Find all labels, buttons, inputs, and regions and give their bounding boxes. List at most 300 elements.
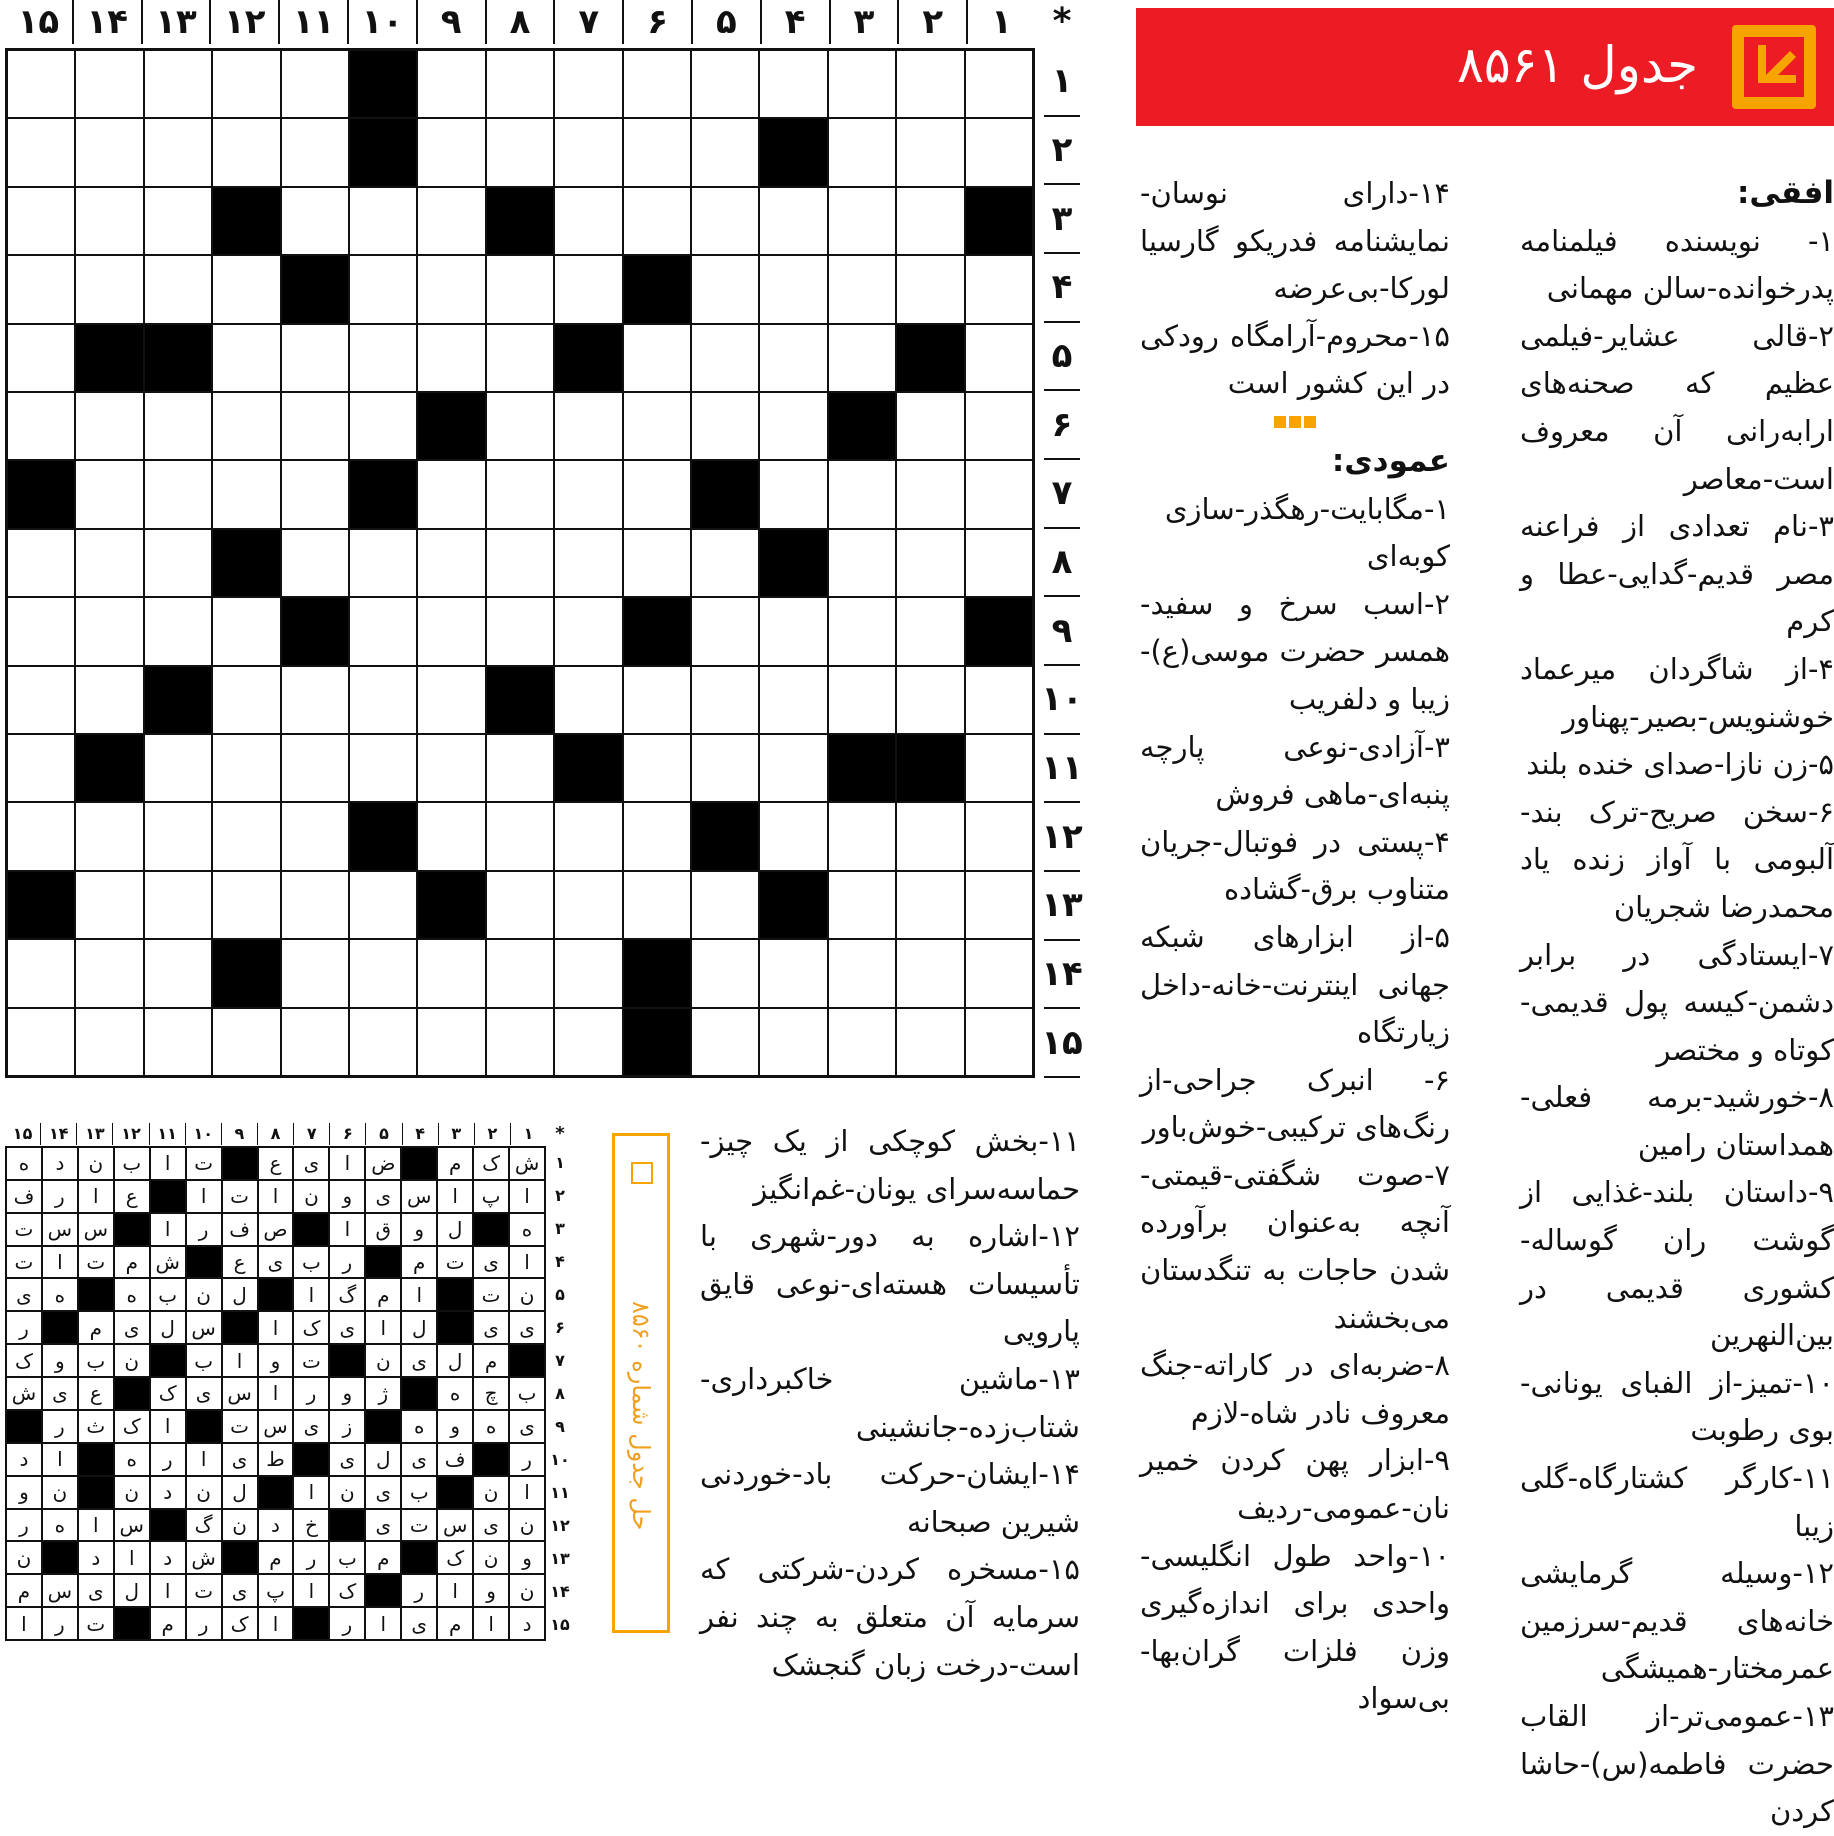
column-number: ۸ xyxy=(485,0,554,44)
black-cell xyxy=(437,1311,473,1344)
clue: ۲-اسب سرخ و سفید-همسر حضرت موسی(ع)-زیبا و دلفریب xyxy=(1140,586,1450,716)
row-number: ۲ xyxy=(555,1186,565,1205)
empty-cell xyxy=(75,802,143,870)
empty-cell xyxy=(212,666,280,734)
empty-cell xyxy=(281,871,349,939)
column-number: ۱ xyxy=(510,1123,546,1145)
empty-cell xyxy=(759,939,827,1007)
black-cell xyxy=(828,392,896,460)
empty-cell xyxy=(417,802,485,870)
letter-cell: ن xyxy=(509,1574,545,1607)
black-cell xyxy=(222,1311,258,1344)
black-cell xyxy=(150,1344,186,1377)
black-cell xyxy=(417,871,485,939)
letter-cell: ه xyxy=(473,1410,509,1443)
solution-label-box xyxy=(612,1133,670,1633)
letter-cell: ا xyxy=(222,1344,258,1377)
empty-cell xyxy=(759,734,827,802)
letter-cell: ژ xyxy=(365,1377,401,1410)
letter-cell: ب xyxy=(329,1541,365,1574)
letter-cell: ک xyxy=(6,1344,42,1377)
letter-cell: س xyxy=(222,1377,258,1410)
grid-column-numbers xyxy=(5,0,1035,44)
row-number: ۱۱ xyxy=(1044,735,1080,804)
clue: ۱۲-اشاره به دور-شهری با تأسیسات هسته‌ای-نوعی قایق پارویی xyxy=(700,1219,1080,1349)
empty-cell xyxy=(75,529,143,597)
empty-cell xyxy=(759,802,827,870)
letter-cell: ن xyxy=(329,1476,365,1509)
empty-cell xyxy=(144,118,212,186)
empty-cell xyxy=(896,187,964,255)
empty-cell xyxy=(7,597,75,665)
black-cell xyxy=(144,666,212,734)
letter-cell: ل xyxy=(150,1311,186,1344)
black-cell xyxy=(329,1344,365,1377)
empty-cell xyxy=(965,50,1033,118)
letter-cell: م xyxy=(365,1541,401,1574)
letter-cell: و xyxy=(258,1344,294,1377)
black-cell xyxy=(486,187,554,255)
letter-cell: ه xyxy=(114,1443,150,1476)
empty-cell xyxy=(965,1008,1033,1076)
letter-cell: ی xyxy=(114,1311,150,1344)
empty-cell xyxy=(896,255,964,323)
letter-cell: ت xyxy=(6,1213,42,1246)
letter-cell: ع xyxy=(114,1180,150,1213)
clue: ۱۵-مسخره کردن-شرکتی که سرمایه آن متعلق به چند نفر است-درخت زبان گنجشک xyxy=(700,1552,1080,1682)
column-number: ۱۱ xyxy=(149,1123,185,1145)
row-number: ۷ xyxy=(1044,460,1080,529)
empty-cell xyxy=(828,939,896,1007)
empty-cell xyxy=(486,529,554,597)
empty-cell xyxy=(965,460,1033,528)
letter-cell: ت xyxy=(186,1147,222,1180)
letter-cell: ت xyxy=(186,1574,222,1607)
empty-cell xyxy=(212,118,280,186)
letter-cell: ر xyxy=(42,1180,78,1213)
column-number: ۱۱ xyxy=(278,0,347,44)
black-cell xyxy=(365,1246,401,1279)
column-number: ۱۵ xyxy=(17,2,60,42)
letter-cell: ی xyxy=(365,1476,401,1509)
row-number: ۳ xyxy=(555,1219,565,1238)
clue: ۱۴-دارای نوسان-نمایشنامه فدریکو گارسیا لورکا-بی‌عرضه xyxy=(1140,176,1450,306)
black-cell xyxy=(212,529,280,597)
column-number: ۵ xyxy=(365,1123,401,1145)
empty-cell xyxy=(144,802,212,870)
clue: ۱۳-ماشین خاکبرداری-شتاب‌زده-جانشینی xyxy=(700,1361,1080,1444)
black-cell xyxy=(401,1377,437,1410)
empty-cell xyxy=(554,460,622,528)
black-cell xyxy=(258,1278,294,1311)
empty-cell xyxy=(144,871,212,939)
letter-cell: خ xyxy=(293,1509,329,1542)
empty-cell xyxy=(554,1008,622,1076)
empty-cell xyxy=(486,597,554,665)
column-number: ۱۳ xyxy=(141,0,210,44)
clue: ۶-سخن صریح-ترک بند-آلبومی با آواز زنده یاد محمدرضا شجریان xyxy=(1520,794,1834,924)
empty-cell xyxy=(691,50,759,118)
black-cell xyxy=(293,1443,329,1476)
column-number: ۹ xyxy=(221,1123,257,1145)
letter-cell: ه xyxy=(42,1509,78,1542)
letter-cell: م xyxy=(365,1278,401,1311)
empty-cell xyxy=(349,666,417,734)
letter-cell: ی xyxy=(222,1574,258,1607)
letter-cell: ا xyxy=(258,1180,294,1213)
clue: ۶- انبرک جراحی-از رنگ‌های ترکیبی-خوش‌باور xyxy=(1140,1062,1450,1145)
letter-cell: ک xyxy=(114,1410,150,1443)
empty-cell xyxy=(896,50,964,118)
empty-cell xyxy=(896,460,964,528)
empty-cell xyxy=(7,529,75,597)
black-cell xyxy=(349,118,417,186)
letter-cell: م xyxy=(437,1607,473,1640)
empty-cell xyxy=(691,529,759,597)
letter-cell: د xyxy=(6,1443,42,1476)
clue: ۱۳-عمومی‌تر-از القاب حضرت فاطمه(س)-حاشا کردن xyxy=(1520,1699,1834,1829)
empty-cell xyxy=(759,460,827,528)
clue: ۳-نام تعدادی از فراعنه مصر قدیم-گدایی-عطا و کرم xyxy=(1520,509,1834,639)
letter-cell: ه xyxy=(6,1147,42,1180)
black-cell xyxy=(144,324,212,392)
empty-cell xyxy=(7,392,75,460)
empty-cell xyxy=(896,871,964,939)
empty-cell xyxy=(691,597,759,665)
letter-cell: ا xyxy=(509,1476,545,1509)
black-cell xyxy=(150,1509,186,1542)
separator-dots xyxy=(1140,416,1450,428)
letter-cell: ن xyxy=(365,1344,401,1377)
empty-cell xyxy=(623,871,691,939)
letter-cell: ر xyxy=(329,1607,365,1640)
letter-cell: ا xyxy=(473,1607,509,1640)
empty-cell xyxy=(144,734,212,802)
solution-grid xyxy=(5,1146,546,1641)
empty-cell xyxy=(828,460,896,528)
letter-cell: م xyxy=(437,1147,473,1180)
empty-cell xyxy=(691,1008,759,1076)
empty-cell xyxy=(144,939,212,1007)
row-number: ۱۲ xyxy=(1044,803,1080,872)
black-cell xyxy=(258,1476,294,1509)
empty-cell xyxy=(486,939,554,1007)
letter-cell: ا xyxy=(293,1476,329,1509)
empty-cell xyxy=(144,460,212,528)
empty-cell xyxy=(623,734,691,802)
column-number: ۳ xyxy=(438,1123,474,1145)
empty-cell xyxy=(7,734,75,802)
clue: ۷-صوت شگفتی-قیمتی-آنچه به‌عنوان برآورده شدن حاجات به تنگدستان می‌بخشند xyxy=(1140,1157,1450,1335)
row-number: ۱ xyxy=(555,1153,565,1172)
letter-cell: ی xyxy=(401,1344,437,1377)
column-number: ۱۴ xyxy=(72,0,141,44)
clue: ۷-ایستادگی در برابر دشمن-کیسه پول قدیمی-کوتاه و مختصر xyxy=(1520,937,1834,1067)
letter-cell: ا xyxy=(437,1574,473,1607)
letter-cell: ک xyxy=(293,1311,329,1344)
empty-cell xyxy=(896,529,964,597)
letter-cell: ب xyxy=(186,1344,222,1377)
empty-cell xyxy=(486,871,554,939)
letter-cell: ر xyxy=(42,1410,78,1443)
across-heading: افقی: xyxy=(1737,175,1834,211)
column-number: ۱۲ xyxy=(112,1123,148,1145)
empty-cell xyxy=(691,666,759,734)
empty-cell xyxy=(554,255,622,323)
empty-cell xyxy=(965,255,1033,323)
empty-cell xyxy=(349,255,417,323)
column-number: ۱۲ xyxy=(209,0,278,44)
letter-cell: ب xyxy=(78,1344,114,1377)
empty-cell xyxy=(623,460,691,528)
empty-cell xyxy=(75,939,143,1007)
black-cell xyxy=(293,1607,329,1640)
letter-cell: و xyxy=(329,1180,365,1213)
letter-cell: ع xyxy=(222,1246,258,1279)
black-cell xyxy=(349,460,417,528)
row-number: ۴ xyxy=(1044,254,1080,323)
empty-cell xyxy=(896,597,964,665)
down-heading: عمودی: xyxy=(1331,442,1450,479)
empty-cell xyxy=(144,187,212,255)
empty-cell xyxy=(759,597,827,665)
empty-cell xyxy=(349,392,417,460)
empty-cell xyxy=(486,1008,554,1076)
empty-cell xyxy=(486,50,554,118)
clue: ۱۴-ایشان-حرکت باد-خوردنی شیرین صبحانه xyxy=(700,1457,1080,1539)
letter-cell: ا xyxy=(6,1607,42,1640)
row-number: ۵ xyxy=(1044,323,1080,392)
letter-cell: ت xyxy=(293,1344,329,1377)
empty-cell xyxy=(896,802,964,870)
empty-cell xyxy=(7,939,75,1007)
letter-cell: و xyxy=(509,1541,545,1574)
column-number: ۷ xyxy=(293,1123,329,1145)
empty-cell xyxy=(75,392,143,460)
empty-cell xyxy=(7,255,75,323)
empty-cell xyxy=(965,802,1033,870)
solution-row-numbers xyxy=(550,1146,570,1641)
empty-cell xyxy=(75,187,143,255)
clue: ۱- نویسنده فیلمنامه پدرخوانده-سالن مهمانی xyxy=(1520,223,1834,306)
empty-cell xyxy=(349,597,417,665)
column-number: ۵ xyxy=(691,0,760,44)
black-cell xyxy=(691,460,759,528)
row-number: ۱۳ xyxy=(550,1549,570,1568)
empty-cell xyxy=(828,1008,896,1076)
row-number: ۳ xyxy=(1044,185,1080,254)
empty-cell xyxy=(7,1008,75,1076)
empty-cell xyxy=(691,324,759,392)
letter-cell: ا xyxy=(150,1574,186,1607)
empty-cell xyxy=(828,187,896,255)
clue: ۵-از ابزارهای شبکه جهانی اینترنت-خانه-داخل زیارتگاه xyxy=(1140,919,1450,1050)
black-cell xyxy=(828,734,896,802)
empty-cell xyxy=(281,666,349,734)
empty-cell xyxy=(554,50,622,118)
letter-cell: ب xyxy=(150,1278,186,1311)
empty-cell xyxy=(965,734,1033,802)
clue: ۱-مگابایت-رهگذر-سازی کوبه‌ای xyxy=(1164,491,1450,574)
black-cell xyxy=(349,50,417,118)
letter-cell: ب xyxy=(509,1377,545,1410)
empty-cell xyxy=(417,529,485,597)
empty-cell xyxy=(965,939,1033,1007)
letter-cell: ی xyxy=(258,1246,294,1279)
letter-cell: ه xyxy=(42,1278,78,1311)
clues-column-3 xyxy=(700,1118,1080,1689)
letter-cell: ی xyxy=(329,1311,365,1344)
letter-cell: ی xyxy=(401,1607,437,1640)
empty-cell xyxy=(417,255,485,323)
letter-cell: ز xyxy=(329,1410,365,1443)
letter-cell: ت xyxy=(473,1278,509,1311)
arrow-corner-icon xyxy=(1744,37,1804,97)
empty-cell xyxy=(349,324,417,392)
clue: ۱۱-کارگر کشتارگاه-گلی زیبا xyxy=(1520,1461,1834,1543)
letter-cell: ی xyxy=(509,1410,545,1443)
black-cell xyxy=(42,1311,78,1344)
letter-cell: ی xyxy=(365,1509,401,1542)
letter-cell: ر xyxy=(293,1377,329,1410)
black-cell xyxy=(114,1377,150,1410)
black-cell xyxy=(509,1344,545,1377)
empty-cell xyxy=(828,597,896,665)
empty-cell xyxy=(144,1008,212,1076)
clue: ۸-ضربه‌ای در کاراته-جنگ معروف نادر شاه-لازم xyxy=(1140,1348,1450,1430)
row-number: ۹ xyxy=(555,1417,565,1436)
letter-cell: س xyxy=(401,1180,437,1213)
letter-cell: م xyxy=(78,1311,114,1344)
empty-cell xyxy=(828,529,896,597)
empty-cell xyxy=(965,529,1033,597)
empty-cell xyxy=(896,118,964,186)
empty-cell xyxy=(7,187,75,255)
black-cell xyxy=(7,460,75,528)
letter-cell: ی xyxy=(222,1443,258,1476)
letter-cell: ل xyxy=(437,1344,473,1377)
empty-cell xyxy=(212,802,280,870)
letter-cell: ب xyxy=(114,1147,150,1180)
empty-cell xyxy=(759,255,827,323)
black-cell xyxy=(554,734,622,802)
letter-cell: ف xyxy=(6,1180,42,1213)
letter-cell: س xyxy=(114,1509,150,1542)
letter-cell: ی xyxy=(509,1311,545,1344)
empty-cell xyxy=(75,597,143,665)
black-cell xyxy=(896,734,964,802)
empty-cell xyxy=(212,460,280,528)
grid-row-numbers xyxy=(1041,48,1083,1078)
black-cell xyxy=(554,324,622,392)
black-cell xyxy=(42,1541,78,1574)
empty-cell xyxy=(554,666,622,734)
empty-cell xyxy=(417,734,485,802)
black-cell xyxy=(691,802,759,870)
letter-cell: ی xyxy=(329,1443,365,1476)
letter-cell: س xyxy=(258,1410,294,1443)
empty-cell xyxy=(212,255,280,323)
black-cell xyxy=(759,871,827,939)
black-cell xyxy=(186,1410,222,1443)
letter-cell: ا xyxy=(150,1410,186,1443)
empty-cell xyxy=(349,187,417,255)
empty-cell xyxy=(691,187,759,255)
column-number: ۳ xyxy=(829,0,898,44)
empty-cell xyxy=(828,666,896,734)
letter-cell: ف xyxy=(437,1443,473,1476)
empty-cell xyxy=(691,255,759,323)
letter-cell: ق xyxy=(365,1213,401,1246)
clue: ۵-زن نازا-صدای خنده بلند xyxy=(1526,747,1834,782)
solution-corner-star: * xyxy=(555,1123,565,1144)
empty-cell xyxy=(281,802,349,870)
empty-cell xyxy=(144,529,212,597)
letter-cell: ل xyxy=(222,1476,258,1509)
black-cell xyxy=(212,939,280,1007)
black-cell xyxy=(623,255,691,323)
letter-cell: م xyxy=(114,1246,150,1279)
column-number: ۱۰ xyxy=(185,1123,221,1145)
letter-cell: ن xyxy=(509,1509,545,1542)
empty-cell xyxy=(623,118,691,186)
black-cell xyxy=(365,1410,401,1443)
black-cell xyxy=(212,187,280,255)
black-cell xyxy=(150,1180,186,1213)
letter-cell: ا xyxy=(78,1509,114,1542)
letter-cell: ی xyxy=(401,1443,437,1476)
empty-cell xyxy=(828,871,896,939)
letter-cell: ر xyxy=(293,1541,329,1574)
empty-cell xyxy=(486,802,554,870)
letter-cell: ل xyxy=(437,1213,473,1246)
empty-cell xyxy=(281,50,349,118)
empty-cell xyxy=(486,460,554,528)
empty-cell xyxy=(281,734,349,802)
letter-cell: ی xyxy=(186,1377,222,1410)
empty-cell xyxy=(828,802,896,870)
letter-cell: ل xyxy=(114,1574,150,1607)
black-cell xyxy=(965,187,1033,255)
black-cell xyxy=(222,1147,258,1180)
letter-cell: ا xyxy=(150,1147,186,1180)
empty-cell xyxy=(349,734,417,802)
letter-cell: و xyxy=(6,1476,42,1509)
empty-cell xyxy=(828,50,896,118)
column-number: ۴ xyxy=(760,0,829,44)
clue: ۱۵-محروم-آرامگاه رودکی در این کشور است xyxy=(1140,318,1450,401)
letter-cell: د xyxy=(42,1147,78,1180)
letter-cell: چ xyxy=(473,1377,509,1410)
empty-cell xyxy=(965,871,1033,939)
letter-cell: ا xyxy=(114,1541,150,1574)
letter-cell: ا xyxy=(258,1311,294,1344)
row-number: ۸ xyxy=(1044,529,1080,598)
empty-cell xyxy=(7,324,75,392)
empty-cell xyxy=(759,392,827,460)
column-number: ۲ xyxy=(897,0,966,44)
letter-cell: ص xyxy=(258,1213,294,1246)
letter-cell: و xyxy=(401,1213,437,1246)
letter-cell: ا xyxy=(365,1607,401,1640)
row-number: ۶ xyxy=(1044,391,1080,460)
letter-cell: ی xyxy=(365,1180,401,1213)
letter-cell: ی xyxy=(42,1377,78,1410)
empty-cell xyxy=(896,666,964,734)
letter-cell: ک xyxy=(329,1574,365,1607)
empty-cell xyxy=(691,118,759,186)
empty-cell xyxy=(896,392,964,460)
